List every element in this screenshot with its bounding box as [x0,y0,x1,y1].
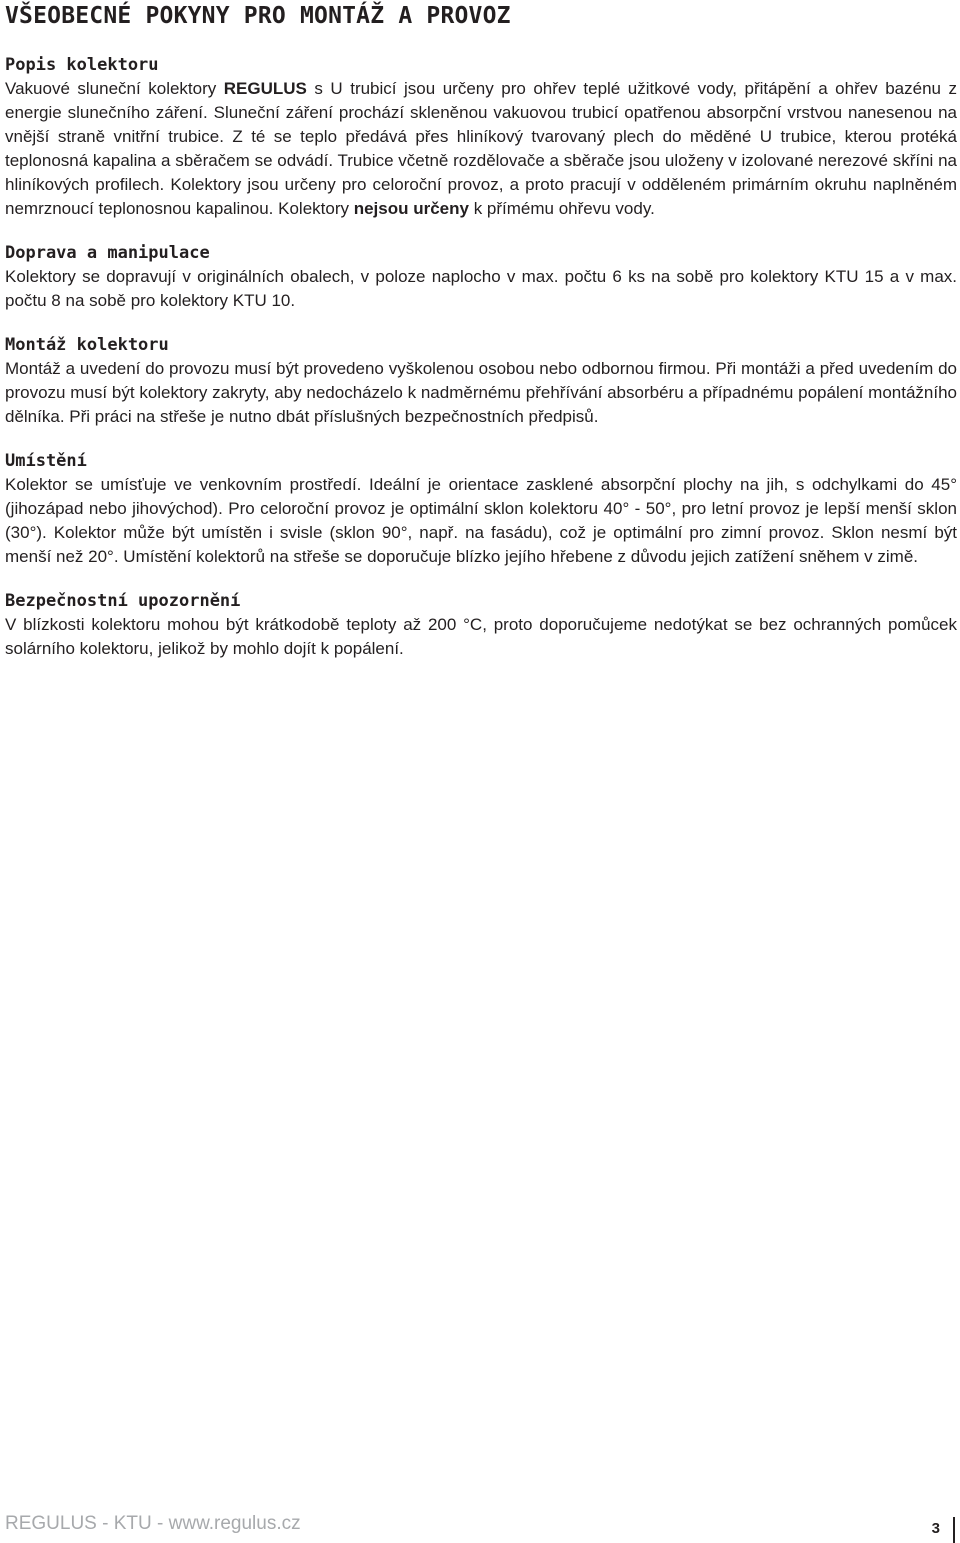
footer-rule [953,1517,955,1543]
emphasis-text: nejsou určeny [353,199,469,218]
page-number: 3 [931,1520,940,1537]
body-text: V blízkosti kolektoru mohou být krátkodobě teploty až 200 °C, proto doporučujeme nedotýkat se bez ochranných pomůcek solárního kolektoru, jelikož by mohlo dojít k popálení. [5,615,957,658]
section-heading: Umístění [5,451,87,471]
section-heading: Popis kolektoru [5,55,159,75]
body-text: s U trubicí jsou určeny pro ohřev teplé užitkové vody, přitápění a ohřev bazénu z energie slunečního záření. Sluneční záření prochází skleněnou vakuovou trubicí opatřenou absorpční vrstvou nanesenou na vnější straně vnitřní trubice. Z té se teplo předává přes hliníkový tvarovaný plech do měděné U trubice, kterou protéká teplonosná kapalina a sběračem se odvádí. Trubice včetně rozdělovače a sběrače jsou uloženy v izolované nerezové skříni na hliníkových profilech. Kolektory jsou určeny pro celoroční provoz, a proto pracují v odděleném primárním okruhu naplněném nemrznoucí teplonosnou kapalinou. Kolektory [5,79,957,218]
section [5,589,957,661]
section [5,241,957,313]
section-heading: Montáž kolektoru [5,335,169,355]
section-heading: Doprava a manipulace [5,243,210,263]
section [5,449,957,569]
body-text: Kolektor se umísťuje ve venkovním prostředí. Ideální je orientace zasklené absorpční plochy na jih, s odchylkami do 45° (jihozápad nebo jihovýchod). Pro celoroční provoz je optimální sklon kolektoru 40° - 50°, pro letní provoz je lepší menší sklon (30°). Kolektor může být umístěn i svisle (sklon 90°, např. na fasádu), což je optimální pro zimní provoz. Sklon nesmí být menší než 20°. Umístění kolektorů na střeše se doporučuje blízko jejího hřebene z důvodu jejich zatížení sněhem v zimě. [5,475,957,566]
section-paragraph [5,613,957,661]
section-paragraph [5,265,957,313]
section-paragraph [5,77,957,221]
body-text: Vakuové sluneční kolektory [5,79,224,98]
body-text: k přímému ohřevu vody. [468,199,655,218]
section-paragraph [5,357,957,429]
body-text: Montáž a uvedení do provozu musí být provedeno vyškolenou osobou nebo odbornou firmou. Při montáži a před uvedením do provozu musí být kolektory zakryty, aby nedocházelo k nadměrnému přehřívání absorbéru a případnému popálení montážního dělníka. Při práci na střeše je nutno dbát příslušných bezpečnostních předpisů. [5,359,957,426]
page-title: VŠEOBECNÉ POKYNY PRO MONTÁŽ A PROVOZ [5,3,511,29]
section [5,53,957,221]
section-paragraph [5,473,957,569]
footer-brand: REGULUS - KTU - www.regulus.cz [5,1513,301,1534]
body-text: Kolektory se dopravují v originálních obalech, v poloze naplocho v max. počtu 6 ks na sobě pro kolektory KTU 15 a v max. počtu 8 na sobě pro kolektory KTU 10. [5,267,957,310]
section [5,333,957,429]
document-body [5,53,957,681]
emphasis-text: REGULUS [223,79,307,98]
section-heading: Bezpečnostní upozornění [5,591,241,611]
